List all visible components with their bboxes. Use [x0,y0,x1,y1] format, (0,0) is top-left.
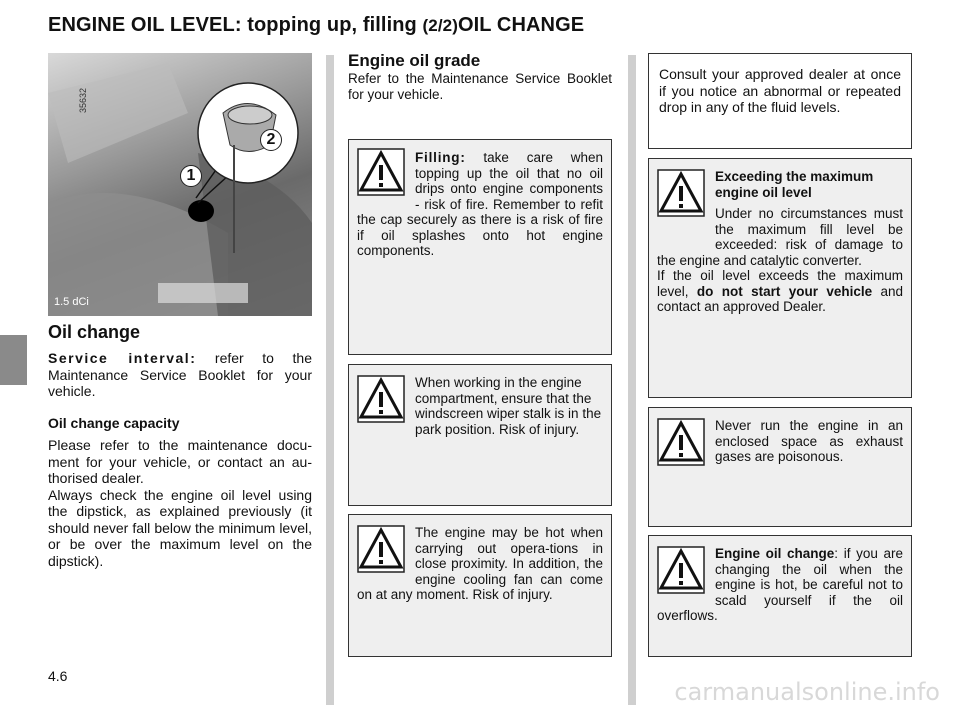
oil-change-warning-body: : if you are changing the oil when the engine is hot, be careful not to scald yourself if the oil overflows. [657,546,903,623]
max-level-text-b: do not start your vehicle [696,283,873,299]
chapter-tab [0,335,27,385]
exhaust-warning-text [657,418,903,478]
warning-box-exhaust [648,407,912,527]
max-level-warning-title: Exceeding the maximum engine oil level [715,169,874,200]
oil-change-warning-text [657,546,903,624]
oil-change-warning-label: Engine oil change [715,546,835,561]
hot-engine-warning-body: The engine may be hot when carrying out opera-tions in close proximity. In addition, the engine cooling fan can come on at any moment. Risk of injury. [357,525,603,602]
filling-warning-text [357,150,603,259]
photo-reference-code: 35632 [78,87,88,113]
warning-box-hot-engine [348,514,612,657]
engine-photo [48,53,312,316]
warning-box-wiper [348,364,612,506]
page-title [48,14,584,37]
filling-warning-label: Filling: [415,150,466,165]
page-number: 4.6 [48,668,68,684]
oil-change-heading: Oil change [48,322,141,342]
hot-engine-warning-text [357,525,603,603]
capacity-paragraph [48,437,312,569]
capacity-heading: Oil change capacity [48,415,180,431]
filling-warning-body: take care when topping up the oil that no oil drips onto engine components - risk of fire. Remember to refit the cap securely as there is a risk of fire if oil splashes onto hot engine components. [357,150,603,258]
title-tail: OIL CHANGE [457,14,585,36]
warning-box-max-level [648,158,912,398]
service-interval-label: Service interval: [48,350,197,366]
max-level-text-a: If the oil level exceeds the maximum level, [657,268,903,299]
dealer-info-text: Consult your approved dealer at once if you notice an abnormal or repeated drop in any of the fluid levels. [659,66,901,115]
info-box-dealer [648,53,912,149]
title-main: ENGINE OIL LEVEL: topping up, filling [48,14,423,36]
service-interval-text: refer to the Maintenance Service Booklet for your vehicle. [48,350,313,399]
exhaust-warning-body: Never run the engine in an enclosed space as exhaust gases are poisonous. [715,418,903,464]
warning-box-oil-change [648,535,912,657]
callout-2: 2 [260,129,282,151]
title-page-indicator: (2/2) [422,16,458,35]
service-interval-paragraph [48,350,312,400]
callout-1: 1 [180,165,202,187]
column-divider-left [326,55,334,705]
column-divider-right [628,55,636,705]
oil-grade-text: Refer to the Maintenance Service Booklet for your vehicle. [348,71,612,102]
max-level-warning-text [657,169,903,315]
watermark: carmanualsonline.info [674,678,940,706]
max-level-warning-body-1: Under no circumstances must the maximum fill level be exceeded: risk of damage to the engine and catalytic converter. [657,206,903,268]
warning-box-filling [348,139,612,355]
wiper-warning-text [357,375,603,437]
wiper-warning-body: When working in the engine compartment, ensure that the windscreen wiper stalk is in the park position. Risk of injury. [415,375,602,437]
engine-type-label: 1.5 dCi [54,296,89,308]
capacity-text-2: Always check the engine oil level using the dipstick, as explained previously (it should never fall below the minimum level, or be over the maximum level on the dipstick). [48,486,312,569]
max-level-text-c: and contact an approved Dealer. [657,283,903,314]
max-level-warning-body-2 [657,268,903,315]
capacity-text-1: Please refer to the maintenance docu-ment for your vehicle, or contact an au-thorised dealer. [48,437,312,486]
oil-grade-heading: Engine oil grade [348,51,481,70]
